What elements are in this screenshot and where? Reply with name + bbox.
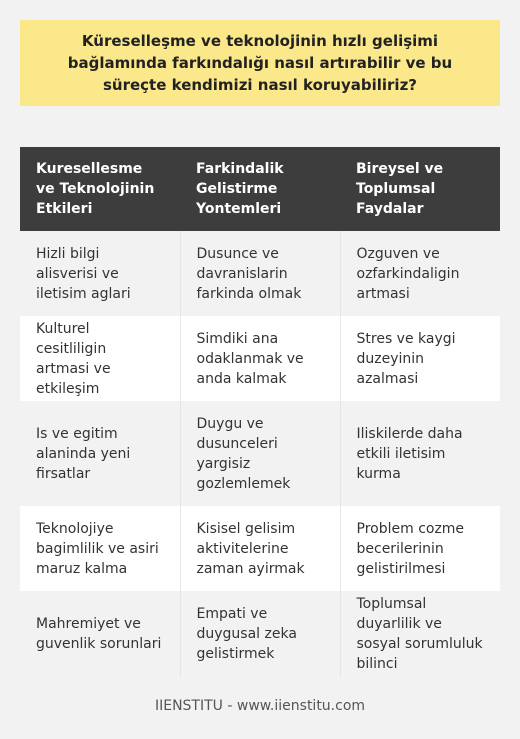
table-cell: Kisisel gelisim aktivitelerine zaman ayirmak xyxy=(180,506,340,591)
table-cell: Hizli bilgi alisverisi ve iletisim aglari xyxy=(20,231,180,316)
table-row xyxy=(20,591,500,677)
table-row xyxy=(20,231,500,316)
column-header-effects: Kuresellesme ve Teknolojinin Etkileri xyxy=(20,147,180,231)
table-cell: Duygu ve dusunceleri yargisiz gozlemlemek xyxy=(180,401,340,506)
table-cell: Teknolojiye bagimlilik ve asiri maruz kalma xyxy=(20,506,180,591)
page-title: Küreselleşme ve teknolojinin hızlı gelişimi bağlamında farkındalığı nasıl artırabilir ve bu süreçte kendimizi nasıl koruyabiliriz? xyxy=(20,20,500,106)
table-cell: Problem cozme becerilerinin gelistirilmesi xyxy=(340,506,500,591)
table-cell: Mahremiyet ve guvenlik sorunlari xyxy=(20,591,180,677)
table-cell: Ozguven ve ozfarkindaligin artmasi xyxy=(340,231,500,316)
table-row xyxy=(20,401,500,506)
table-row xyxy=(20,316,500,401)
footer-credit: IIENSTITU - www.iienstitu.com xyxy=(154,698,366,714)
column-header-benefits: Bireysel ve Toplumsal Faydalar xyxy=(340,147,500,231)
table-cell: Simdiki ana odaklanmak ve anda kalmak xyxy=(180,316,340,401)
table-row xyxy=(20,506,500,591)
table-cell: Toplumsal duyarlilik ve sosyal sorumluluk bilinci xyxy=(340,591,500,677)
table-cell: Dusunce ve davranislarin farkinda olmak xyxy=(180,231,340,316)
table-cell: Stres ve kaygi duzeyinin azalmasi xyxy=(340,316,500,401)
column-header-methods: Farkindalik Gelistirme Yontemleri xyxy=(180,147,340,231)
table-header-row xyxy=(20,147,500,231)
info-table xyxy=(20,147,500,677)
table-cell: Iliskilerde daha etkili iletisim kurma xyxy=(340,401,500,506)
table-cell: Kulturel cesitliligin artmasi ve etkileşim xyxy=(20,316,180,401)
table-cell: Is ve egitim alaninda yeni firsatlar xyxy=(20,401,180,506)
table-cell: Empati ve duygusal zeka gelistirmek xyxy=(180,591,340,677)
